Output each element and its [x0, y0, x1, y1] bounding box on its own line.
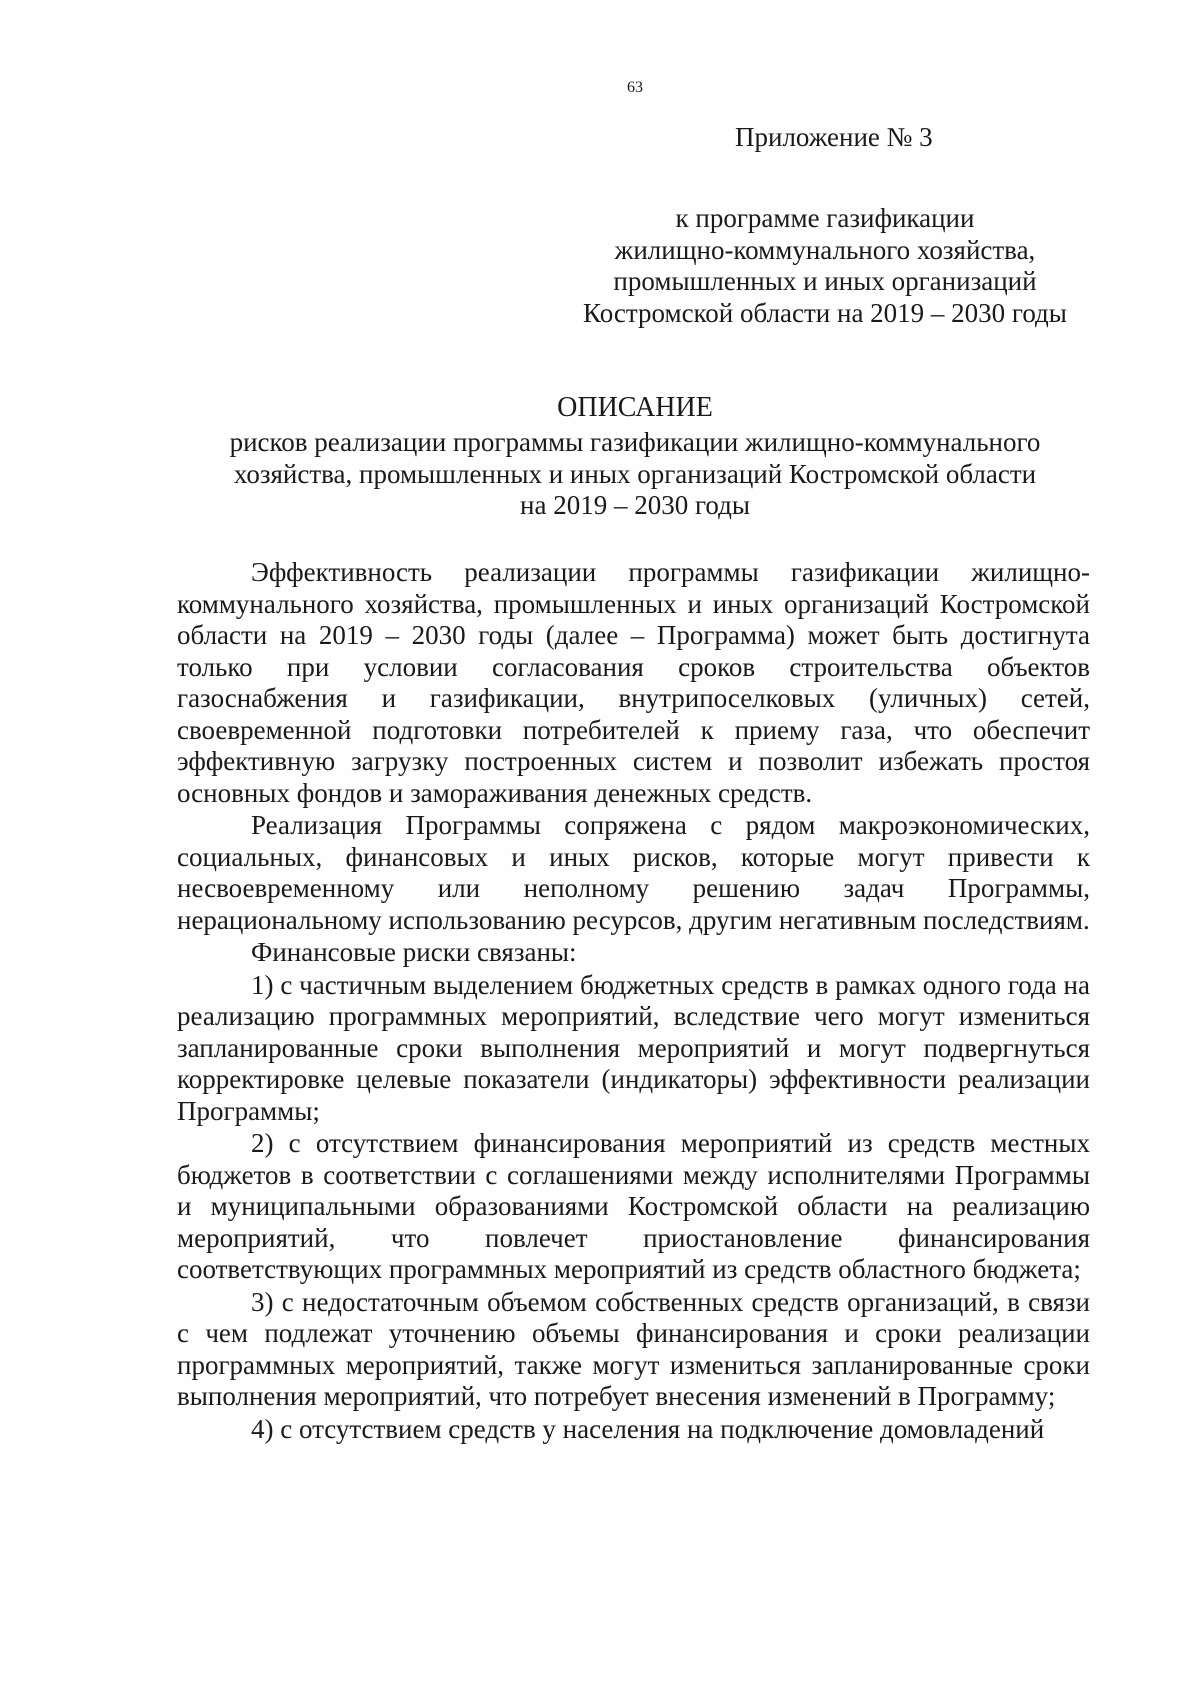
document-body [177, 557, 1090, 1445]
appendix-reference [560, 203, 1090, 329]
subtitle-line: рисков реализации программы газификации жилищно-коммунального [229, 427, 1041, 457]
paragraph-risks-overview: Реализация Программы сопряжена с рядом макроэкономических, социальных, финансовых и иных рисков, которые могут привести к несвоевременному или неполному решению задач Программы, нерациональному использованию ресурсов, другим негативным последствиям. [177, 810, 1090, 935]
appendix-reference-line: Костромской области на 2019 – 2030 годы [583, 297, 1067, 328]
page-number: 63 [627, 79, 643, 96]
subtitle-line: хозяйства, промышленных и иных организаций Костромской области [233, 458, 1037, 489]
appendix-reference-line: промышленных и иных организаций [613, 266, 1037, 296]
appendix-reference-line: к программе газификации [675, 203, 975, 233]
paragraph-financial-risks-heading: Финансовые риски связаны: [251, 937, 577, 967]
appendix-number: Приложение № 3 [735, 122, 933, 152]
paragraph-effectiveness: Эффективность реализации программы газификации жилищно-коммунального хозяйства, промышленных и иных организаций Костромской области на 2019 – 2030 годы (далее – Программа) может быть достигнута только при условии согласования сроков строительства объектов газоснабжения и газификации, внутрипоселковых (уличных) сетей, своевременной подготовки потребителей к приему газа, что обеспечит эффективную загрузку построенных систем и позволит избежать простоя основных фондов и замораживания денежных средств. [177, 557, 1090, 808]
document-subtitle [205, 427, 1065, 522]
subtitle-line: на 2019 – 2030 годы [520, 490, 750, 520]
document-title: ОПИСАНИЕ [557, 392, 713, 423]
paragraph-risk-item-4: 4) с отсутствием средств у населения на подключение домовладений [251, 1413, 1045, 1444]
paragraph-risk-item-1: 1) с частичным выделением бюджетных средств в рамках одного года на реализацию программных мероприятий, вследствие чего могут измениться запланированные сроки выполнения мероприятий и могут подвергнуться корректировке целевые показатели (индикаторы) эффективности реализации Программы; [177, 969, 1090, 1126]
paragraph-risk-item-3: 3) с недостаточным объемом собственных средств организаций, в связи с чем подлежат уточнению объемы финансирования и сроки реализации программных мероприятий, также могут измениться запланированные сроки выполнения мероприятий, что потребует внесения изменений в Программу; [177, 1286, 1090, 1411]
paragraph-risk-item-2: 2) с отсутствием финансирования мероприятий из средств местных бюджетов в соответствии с соглашениями между исполнителями Программы и муниципальными образованиями Костромской области на реализацию мероприятий, что повлечет приостановление финансирования соответствующих программных мероприятий из средств областного бюджета; [177, 1128, 1090, 1284]
appendix-reference-line: жилищно-коммунального хозяйства, [614, 234, 1036, 265]
